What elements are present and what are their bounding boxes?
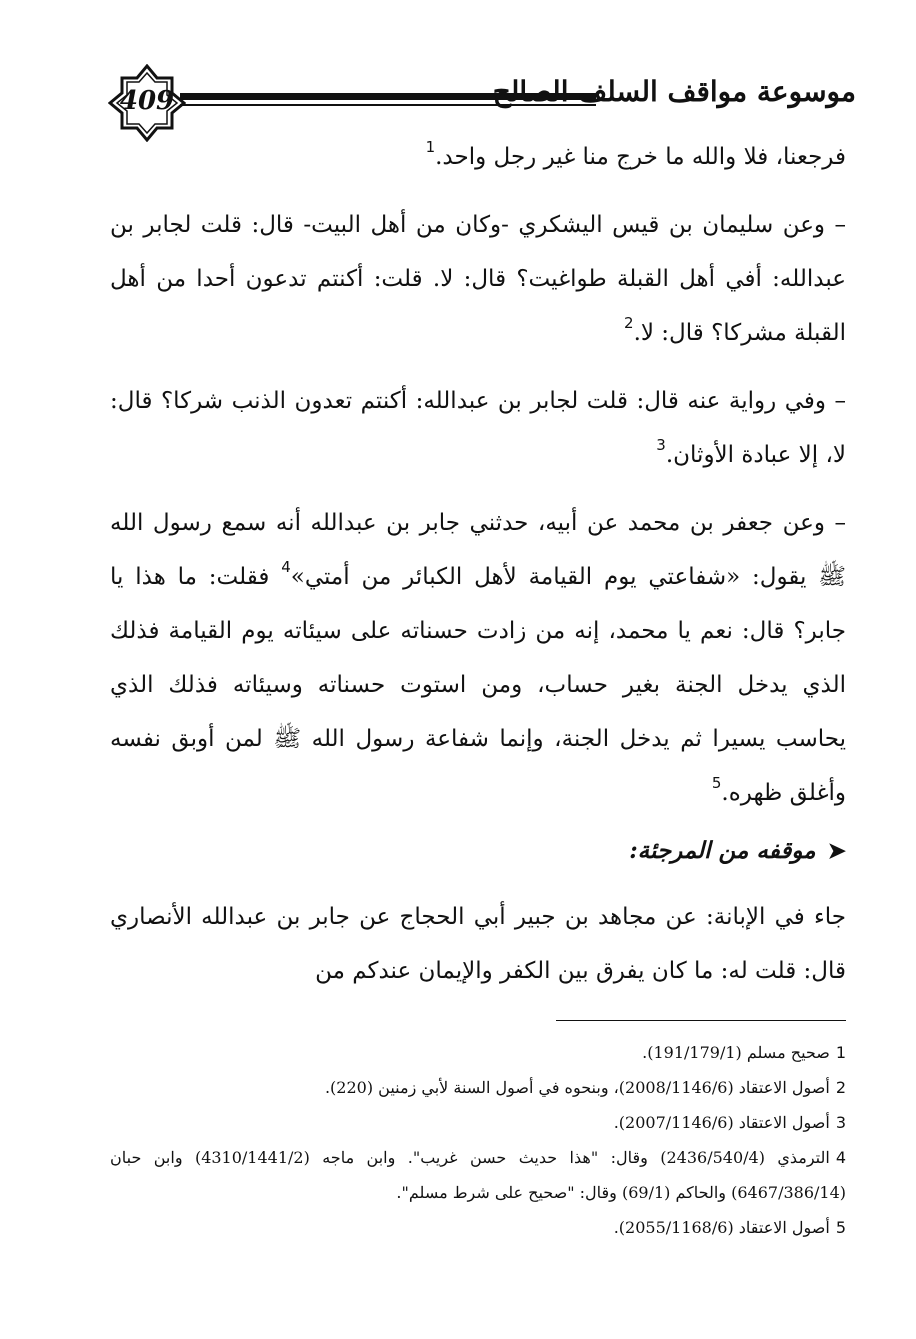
footnote-separator xyxy=(556,1020,846,1021)
paragraph-4-text-a: – وعن جعفر بن محمد عن أبيه، حدثني جابر بن عبدالله أنه سمع رسول الله ﷺ يقول: «شفاعتي يوم القيامة لأهل الكبائر من أمتي» xyxy=(110,510,846,590)
paragraph-1-text: فرجعنا، فلا والله ما خرج منا غير رجل واحد. xyxy=(435,144,846,170)
footnote-ref-5: 5 xyxy=(711,774,722,792)
footnote-text: أصول الاعتقاد (2055/1168/6). xyxy=(613,1218,830,1237)
footnotes xyxy=(110,1020,846,1245)
paragraph-5-text: جاء في الإبانة: عن مجاهد بن جبير أبي الحجاج عن جابر بن عبدالله الأنصاري قال: قلت له: ما كان يفرق بين الكفر والإيمان عندكم من xyxy=(110,904,846,984)
footnote-item xyxy=(110,1035,846,1070)
paragraph-3 xyxy=(110,374,846,482)
page-header xyxy=(0,0,916,140)
section-heading-text: موقفه من المرجئة: xyxy=(629,837,816,864)
footnote-ref-3: 3 xyxy=(656,436,666,454)
paragraph-4 xyxy=(110,496,846,820)
footnote-number: 5 xyxy=(835,1218,846,1237)
paragraph-2-text: – وعن سليمان بن قيس اليشكري -وكان من أهل البيت- قال: قلت لجابر بن عبدالله: أفي أهل القبلة طواغيت؟ قال: لا. قلت: أكنتم تدعون أحدا من أهل القبلة مشركا؟ قال: لا. xyxy=(110,212,846,346)
paragraph-5 xyxy=(110,890,846,998)
footnote-text: صحيح مسلم (191/179/1). xyxy=(642,1043,830,1062)
book-title: موسوعة مواقف السلف الصالح xyxy=(492,75,856,108)
footnote-item xyxy=(110,1140,846,1210)
footnote-text: أصول الاعتقاد (2007/1146/6). xyxy=(613,1113,830,1132)
arrowhead-bullet-icon: ➤ xyxy=(827,838,846,864)
footnote-ref-2: 2 xyxy=(624,314,634,332)
paragraph-4-text-b: فقلت: ما هذا يا جابر؟ قال: نعم يا محمد، إنه من زادت حسناته على سيئاته يوم القيامة فذلك الذي يدخل الجنة بغير حساب، ومن استوت حسناته وسيئاته فذلك الذي يحاسب يسيرا ثم يدخل الجنة، وإنما شفاعة رسول الله ﷺ لمن أوبق نفسه وأغلق ظهره. xyxy=(110,564,846,806)
paragraph-3-text: – وفي رواية عنه قال: قلت لجابر بن عبدالله: أكنتم تعدون الذنب شركا؟ قال: لا، إلا عبادة الأوثان. xyxy=(110,388,846,468)
footnote-number: 2 xyxy=(835,1078,846,1097)
paragraph-1 xyxy=(110,130,846,184)
footnote-item xyxy=(110,1070,846,1105)
footnote-number: 1 xyxy=(835,1043,846,1062)
footnote-item xyxy=(110,1105,846,1140)
footnote-text: الترمذي (2436/540/4) وقال: "هذا حديث حسن غريب". وابن ماجه (4310/1441/2) وابن حبان (6467/386/14) والحاكم (69/1) وقال: "صحيح على شرط مسلم". xyxy=(110,1148,846,1202)
footnote-ref-4: 4 xyxy=(281,558,291,576)
footnote-ref-1: 1 xyxy=(425,138,436,156)
section-heading xyxy=(110,824,846,878)
footnote-number: 4 xyxy=(835,1148,846,1167)
footnote-text: أصول الاعتقاد (2008/1146/6)، وبنحوه في أصول السنة لأبي زمنين (220). xyxy=(324,1078,830,1097)
footnote-item xyxy=(110,1210,846,1245)
main-text xyxy=(110,130,846,998)
page-number: 409 xyxy=(119,86,175,116)
footnote-number: 3 xyxy=(835,1113,846,1132)
paragraph-2 xyxy=(110,198,846,360)
